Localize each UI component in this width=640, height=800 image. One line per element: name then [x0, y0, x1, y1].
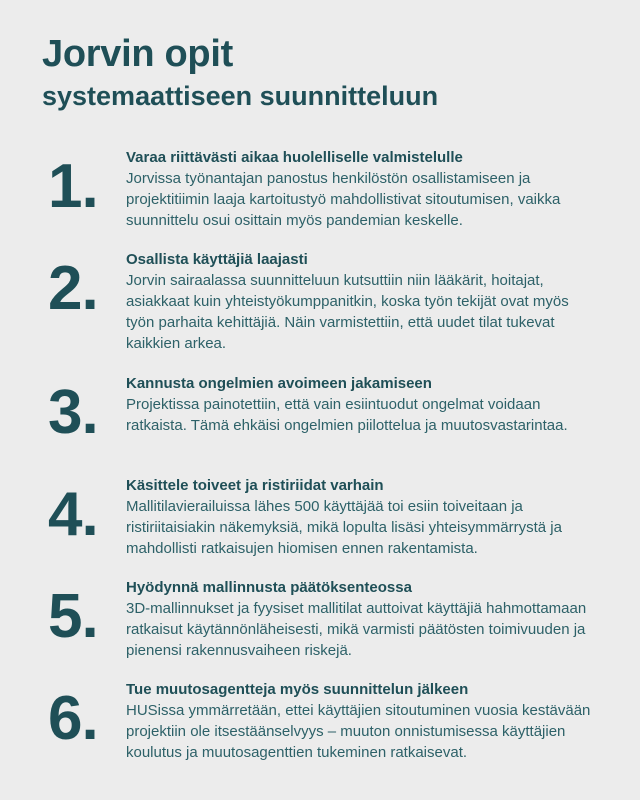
lesson-text: [126, 374, 596, 436]
lesson-heading: Tue muutosagentteja myös suunnittelun jälkeen: [126, 681, 469, 698]
lesson-text: [126, 680, 596, 763]
lesson-heading: Käsittele toiveet ja ristiriidat varhain: [126, 477, 384, 494]
page-title: Jorvin opit: [42, 33, 233, 75]
lesson-text: [126, 250, 596, 354]
lesson-text: [126, 148, 596, 231]
lesson-body: Jorvin sairaalassa suunnitteluun kutsuttiin niin lääkärit, hoitajat, asiakkaat kuin yhteistyökumppanitkin, koska työn tekijät ovat myös työn parhaita kehittäjiä. Näin varmistettiin, että uudet tilat tukevat kaikkien arkea.: [126, 272, 569, 352]
lesson-number: 5.: [48, 582, 98, 651]
lesson-body: Projektissa painotettiin, että vain esiintuodut ongelmat voidaan ratkaista. Tämä ehkäisi ongelmien piilottelua ja muutosvastarintaa.: [126, 396, 568, 434]
lesson-heading: Kannusta ongelmien avoimeen jakamiseen: [126, 375, 432, 392]
page-subtitle: systemaattiseen suunnitteluun: [42, 81, 439, 111]
lesson-text: [126, 578, 596, 661]
lesson-number: 4.: [48, 480, 98, 549]
lesson-text: [126, 476, 596, 559]
lesson-heading: Varaa riittävästi aikaa huolelliselle valmistelulle: [126, 149, 463, 166]
lesson-number: 1.: [48, 152, 98, 221]
lesson-body: HUSissa ymmärretään, ettei käyttäjien sitoutuminen vuosia kestävään projektiin ole itsestäänselvyys – muuton onnistumisessa käyttäjien koulutus ja muutosagenttien tukeminen ratkaisevat.: [126, 702, 591, 761]
lesson-number: 3.: [48, 378, 98, 447]
lesson-body: 3D-mallinnukset ja fyysiset mallitilat auttoivat käyttäjiä hahmottamaan ratkaisut käytännönläheisesti, mikä varmisti päätösten toimivuuden ja pienensi rakennusvaiheen riskejä.: [126, 600, 587, 659]
lesson-number: 6.: [48, 684, 98, 753]
lesson-number: 2.: [48, 254, 98, 323]
lesson-body: Mallitilavierailuissa lähes 500 käyttäjää toi esiin toiveitaan ja ristiriitaisiakin näkemyksiä, mikä lopulta lisäsi yhteisymmärrystä ja mahdollisti ratkaisujen hiomisen ennen rakentamista.: [126, 498, 562, 557]
lesson-heading: Osallista käyttäjiä laajasti: [126, 251, 308, 268]
lesson-body: Jorvissa työnantajan panostus henkilöstön osallistamiseen ja projektitiimin laaja kartoitustyö mahdollistivat sitoutumisen, vaikka suunnittelu osui osittain myös pandemian keskelle.: [126, 170, 561, 229]
lesson-heading: Hyödynnä mallinnusta päätöksenteossa: [126, 579, 412, 596]
